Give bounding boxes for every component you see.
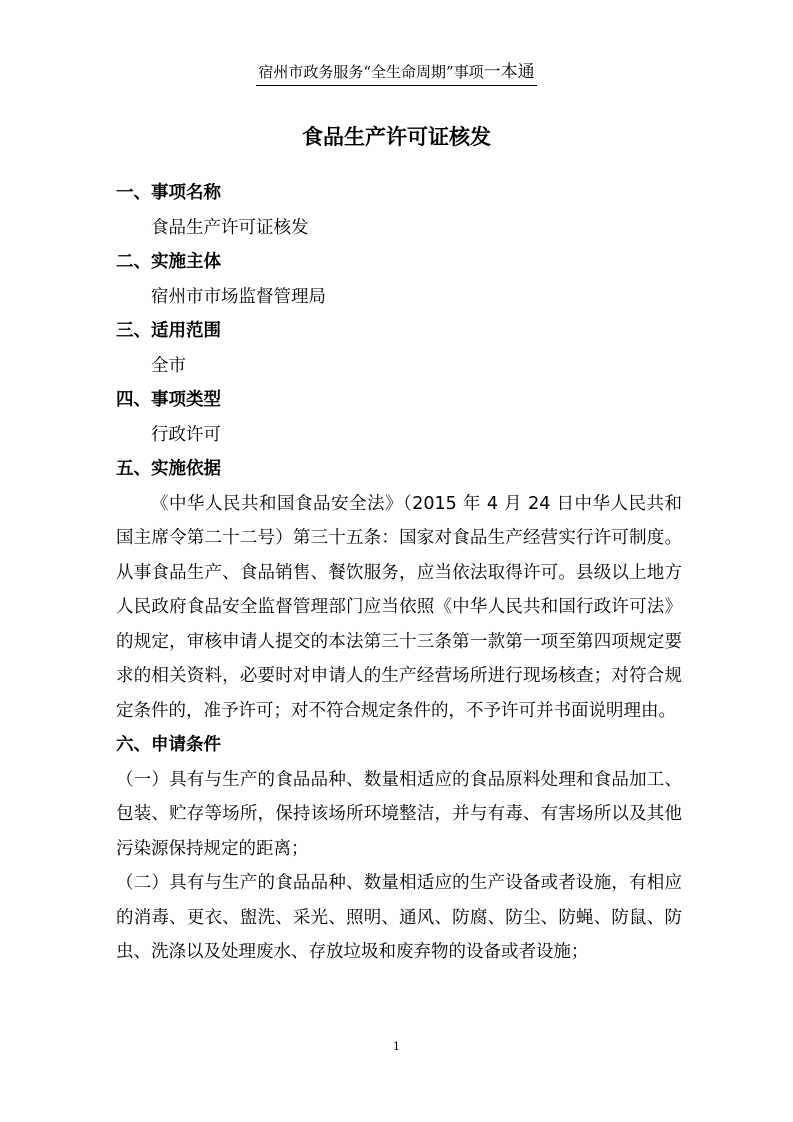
condition-item-1: （一）具有与生产的食品品种、数量相适应的食品原料处理和食品加工、包装、贮存等场所，保持该场所环境整洁，并与有毒、有害场所以及其他污染源保持规定的距离；: [116, 769, 682, 859]
section-content-scope: 全市: [151, 355, 186, 376]
section-content-agency: 宿州市市场监督管理局: [151, 286, 326, 307]
header-suffix: 一本通: [483, 62, 535, 82]
section-heading-conditions: 六、申请条件: [116, 735, 221, 755]
page-header: [0, 62, 793, 86]
document-title: 食品生产许可证核发: [302, 125, 491, 149]
section-content-name: 食品生产许可证核发: [151, 217, 309, 238]
page-number: 1: [393, 1040, 400, 1053]
section-heading-name: 一、事项名称: [116, 183, 221, 203]
header-prefix: 宿州市政务服务“全生命周期”事项: [258, 63, 484, 81]
section-content-basis: 《中华人民共和国食品安全法》（2015 年 4 月 24 日中华人民共和国主席令第二十二号）第三十五条：国家对食品生产经营实行许可制度。从事食品生产、食品销售、餐饮服务，应当依法取得许可。县级以上地方人民政府食品安全监督管理部门应当依照《中华人民共和国行政许可法》的规定，审核申请人提交的本法第三十三条第一款第一项至第四项规定要求的相关资料，必要时对申请人的生产经营场所进行现场核查；对符合规定条件的，准予许可；对不符合规定条件的，不予许可并书面说明理由。: [116, 493, 682, 721]
document-body: [116, 176, 682, 970]
section-heading-scope: 三、适用范围: [116, 321, 221, 341]
section-heading-type: 四、事项类型: [116, 390, 221, 410]
section-heading-basis: 五、实施依据: [116, 459, 221, 479]
section-content-type: 行政许可: [151, 424, 221, 445]
header-text: [256, 62, 536, 86]
section-heading-agency: 二、实施主体: [116, 252, 221, 272]
condition-item-2: （二）具有与生产的食品品种、数量相适应的生产设备或者设施，有相应的消毒、更衣、盥洗、采光、照明、通风、防腐、防尘、防蝇、防鼠、防虫、洗涤以及处理废水、存放垃圾和废弃物的设备或者设施；: [116, 873, 682, 962]
